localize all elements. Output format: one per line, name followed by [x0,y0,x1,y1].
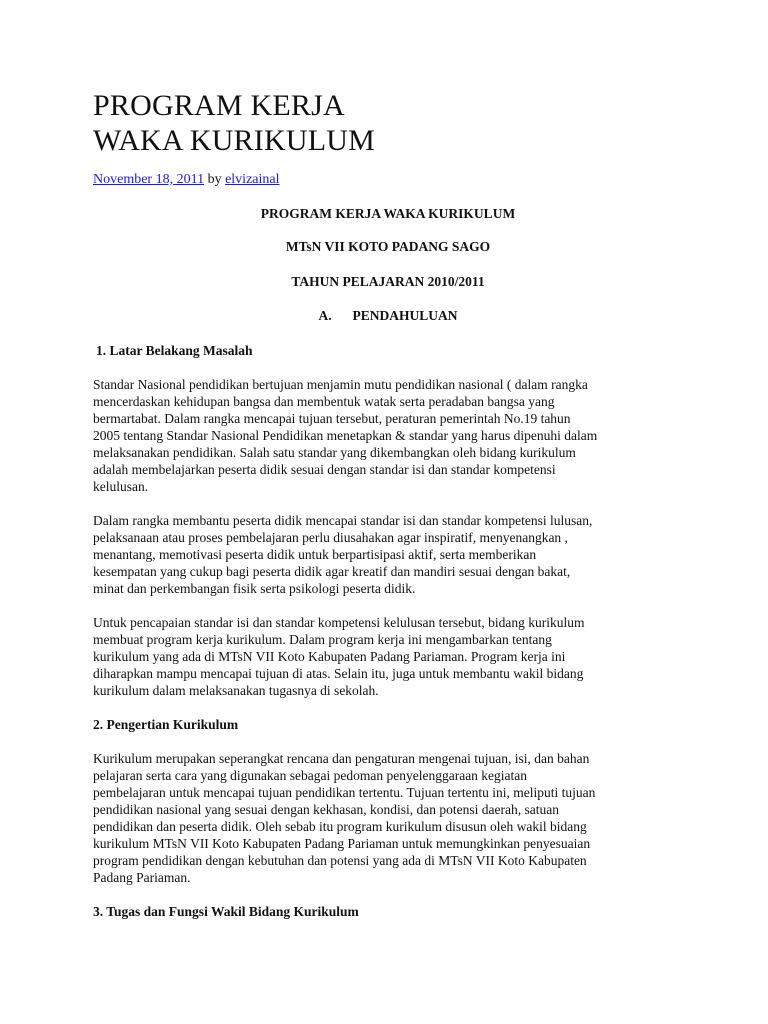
post-title-line-2: WAKA KURIKULUM [93,124,375,157]
heading-tugas-fungsi: 3. Tugas dan Fungsi Wakil Bidang Kurikulum [93,904,359,919]
section-a-number: A. [318,308,332,323]
byline [93,171,683,188]
doc-header-school: MTsN VII KOTO PADANG SAGO [285,239,491,254]
paragraph-latar-1: Standar Nasional pendidikan bertujuan menjamin mutu pendidikan nasional ( dalam rangka mencerdaskan kehidupan bangsa dan membentuk watak serta peradaban bangsa yang bermartabat. Dalam rangka mencapai tujuan tersebut, peraturan pemerintah No.19 tahun 2005 tentang Standar Nasional Pendidikan menetapkan & standar yang harus dipenuhi dalam melaksanakan pendidikan. Salah satu standar yang dikembangkan oleh bidang kurikulum adalah membelajarkan peserta didik sesuai dengan standar isi dan standar kompetensi kelulusan. [93,377,598,494]
section-a-title: PENDAHULUAN [352,308,458,323]
doc-header-year: TAHUN PELAJARAN 2010/2011 [291,274,485,289]
byline-by-text: by [207,172,222,187]
post-date-link[interactable]: November 18, 2011 [93,172,205,187]
paragraph-pengertian: Kurikulum merupakan seperangkat rencana dan pengaturan mengenai tujuan, isi, dan bahan pelajaran serta cara yang digunakan sebagai pedoman penyelenggaraan kegiatan pembelajaran untuk mencapai tujuan pendidikan tertentu. Tujuan tertentu ini, meliputi tujuan pendidikan nasional yang sesuai dengan kekhasan, kondisi, dan potensi daerah, satuan pendidikan dan peserta didik. Oleh sebab itu program kurikulum disusun oleh wakil bidang kurikulum MTsN VII Koto Kabupaten Padang Pariaman untuk memungkinkan penyesuaian program pendidikan dengan kebutuhan dan potensi yang ada di MTsN VII Koto Kabupaten Padang Pariaman. [93,751,596,885]
post-title-line-1: PROGRAM KERJA [93,89,345,122]
post-title [93,88,683,158]
heading-pengertian-kurikulum: 2. Pengertian Kurikulum [93,717,239,732]
doc-header-program: PROGRAM KERJA WAKA KURIKULUM [260,206,516,221]
heading-latar-belakang: 1. Latar Belakang Masalah [96,343,253,358]
paragraph-latar-2: Dalam rangka membantu peserta didik mencapai standar isi dan standar kompetensi lulusan, pelaksanaan atau proses pembelajaran perlu diusahakan agar inspiratif, menyenangkan , menantang, memotivasi peserta didik untuk berpartisipasi aktif, serta memberikan kesempatan yang cukup bagi peserta didik agar kreatif dan mandiri sesuai dengan bakat, minat dan perkembangan fisik serta psikologi peserta didik. [93,513,593,596]
author-link[interactable]: elvizainal [225,172,280,187]
document-page [93,88,683,920]
section-a-heading [93,307,683,324]
paragraph-latar-3: Untuk pencapaian standar isi dan standar kompetensi kelulusan tersebut, bidang kurikulum membuat program kerja kurikulum. Dalam program kerja ini mengambarkan tentang kurikulum yang ada di MTsN VII Koto Kabupaten Padang Pariaman. Program kerja ini diharapkan mampu mencapai tujuan di atas. Selain itu, juga untuk membantu wakil bidang kurikulum dalam melaksanakan tugasnya di sekolah. [93,615,585,698]
